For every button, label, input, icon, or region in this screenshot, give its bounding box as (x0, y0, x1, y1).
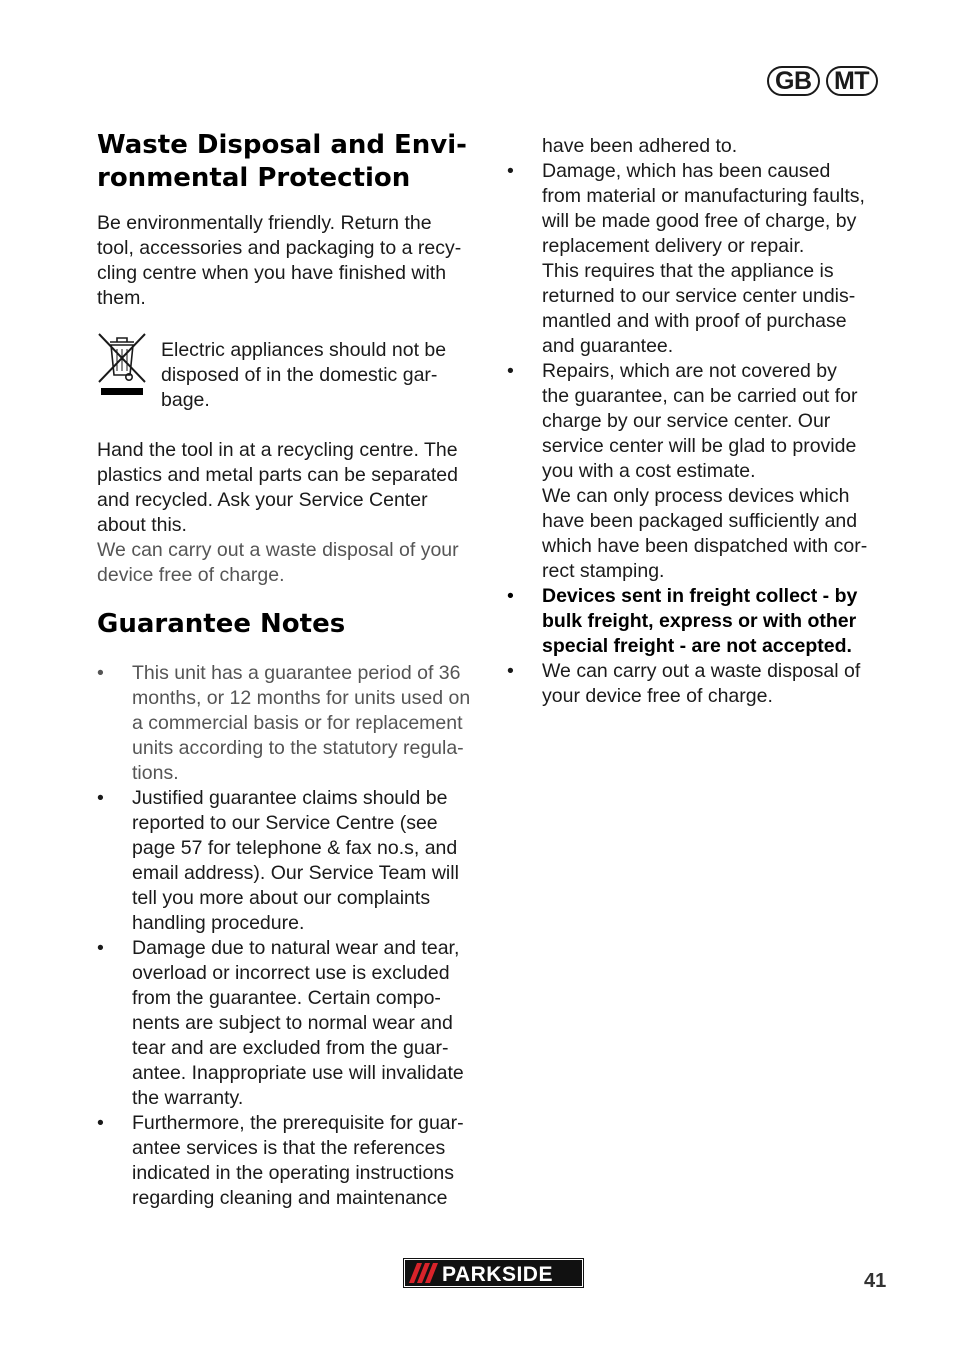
language-badge-gb: GB (767, 66, 820, 96)
text-line: Devices sent in freight collect - by (542, 585, 858, 607)
text-line: regarding cleaning and maintenance (132, 1187, 448, 1209)
text-line: the warranty. (132, 1087, 244, 1109)
text-line: plastics and metal parts can be separated (97, 464, 458, 486)
text-line: tool, accessories and packaging to a recy- (97, 237, 462, 259)
guarantee-list-continued (507, 159, 897, 709)
text-line: bulk freight, express or with other (542, 610, 857, 632)
text-line: email address). Our Service Team will (132, 862, 459, 884)
bullet: • (507, 160, 514, 182)
text-line: service center will be glad to provide (542, 435, 857, 457)
text-line: device free of charge. (97, 564, 285, 586)
text-line: about this. (97, 514, 187, 536)
bullet: • (97, 937, 104, 959)
language-badges (767, 66, 878, 96)
intro-paragraph (97, 211, 487, 311)
list-item (507, 584, 897, 659)
text-line: tell you more about our complaints (132, 887, 431, 909)
right-column (507, 134, 897, 709)
heading-line: ronmental Protection (97, 163, 411, 193)
left-column (97, 129, 487, 1211)
text-line: tear and are excluded from the guar- (132, 1037, 449, 1059)
list-item (97, 936, 487, 1111)
text-line: nents are subject to normal wear and (132, 1012, 453, 1034)
bullet: • (507, 660, 514, 682)
text-line: page 57 for telephone & fax no.s, and (132, 837, 458, 859)
bullet: • (97, 662, 104, 684)
bullet: • (507, 585, 514, 607)
text-line: months, or 12 months for units used on (132, 687, 471, 709)
text-line: rect stamping. (542, 560, 665, 582)
text-line: returned to our service center undis- (542, 285, 856, 307)
free-disposal-paragraph (97, 538, 487, 588)
text-line: and recycled. Ask your Service Center (97, 489, 428, 511)
text-line: We can carry out a waste disposal of your (97, 539, 459, 561)
text-line: charge by our service center. Our (542, 410, 831, 432)
text-line: This requires that the appliance is (542, 260, 834, 282)
text-line: tions. (132, 762, 179, 784)
text-line: mantled and with proof of purchase (542, 310, 847, 332)
text-line: We can carry out a waste disposal of (542, 660, 861, 682)
text-line: disposed of in the domestic gar- (161, 364, 438, 386)
parkside-logo (403, 1258, 584, 1288)
guarantee-notes-heading: Guarantee Notes (97, 609, 346, 639)
list-item (97, 661, 487, 786)
text-line: This unit has a guarantee period of 36 (132, 662, 461, 684)
disposal-note (97, 332, 487, 413)
disposal-note-text (161, 338, 446, 413)
text-line: will be made good free of charge, by (542, 210, 857, 232)
bullet: • (507, 360, 514, 382)
text-line: indicated in the operating instructions (132, 1162, 454, 1184)
text-line: which have been dispatched with cor- (542, 535, 868, 557)
text-line: a commercial basis or for replacement (132, 712, 463, 734)
list-item (507, 359, 897, 584)
bullet: • (97, 1112, 104, 1134)
text-line: Damage, which has been caused (542, 160, 831, 182)
text-line: overload or incorrect use is excluded (132, 962, 450, 984)
text-line: Hand the tool in at a recycling centre. The (97, 439, 458, 461)
list-item (507, 659, 897, 709)
text-line: from material or manufacturing faults, (542, 185, 865, 207)
text-line: handling procedure. (132, 912, 305, 934)
text-line: and guarantee. (542, 335, 674, 357)
text-line: have been packaged sufficiently and (542, 510, 858, 532)
list-item (507, 159, 897, 359)
text-line: your device free of charge. (542, 685, 773, 707)
waste-disposal-heading (97, 129, 487, 195)
text-line: special freight - are not accepted. (542, 635, 852, 657)
heading-line: Waste Disposal and Envi- (97, 130, 467, 160)
text-line: antee services is that the references (132, 1137, 446, 1159)
recycle-paragraph (97, 438, 487, 538)
page-number: 41 (864, 1270, 887, 1292)
text-line: them. (97, 287, 146, 309)
language-badge-mt: MT (826, 66, 878, 96)
crossed-out-wheelie-bin-icon (97, 332, 147, 398)
text-line: Be environmentally friendly. Return the (97, 212, 432, 234)
text-line: Repairs, which are not covered by (542, 360, 837, 382)
brand-name: PARKSIDE (442, 1263, 553, 1286)
bullet: • (97, 787, 104, 809)
text-line: reported to our Service Centre (see (132, 812, 438, 834)
list-item (97, 786, 487, 936)
text-line: bage. (161, 389, 210, 411)
text-line: Damage due to natural wear and tear, (132, 937, 460, 959)
text-line: cling centre when you have finished with (97, 262, 447, 284)
text-line: antee. Inappropriate use will invalidate (132, 1062, 464, 1084)
text-line: replacement delivery or repair. (542, 235, 805, 257)
text-line: Furthermore, the prerequisite for guar- (132, 1112, 464, 1134)
continuation-text: have been adhered to. (542, 135, 738, 157)
text-line: you with a cost estimate. (542, 460, 756, 482)
text-line: units according to the statutory regula- (132, 737, 464, 759)
text-line: Justified guarantee claims should be (132, 787, 448, 809)
guarantee-list (97, 661, 487, 1211)
text-line: Electric appliances should not be (161, 339, 447, 361)
text-line: We can only process devices which (542, 485, 850, 507)
list-item (97, 1111, 487, 1211)
text-line: the guarantee, can be carried out for (542, 385, 858, 407)
text-line: from the guarantee. Certain compo- (132, 987, 441, 1009)
